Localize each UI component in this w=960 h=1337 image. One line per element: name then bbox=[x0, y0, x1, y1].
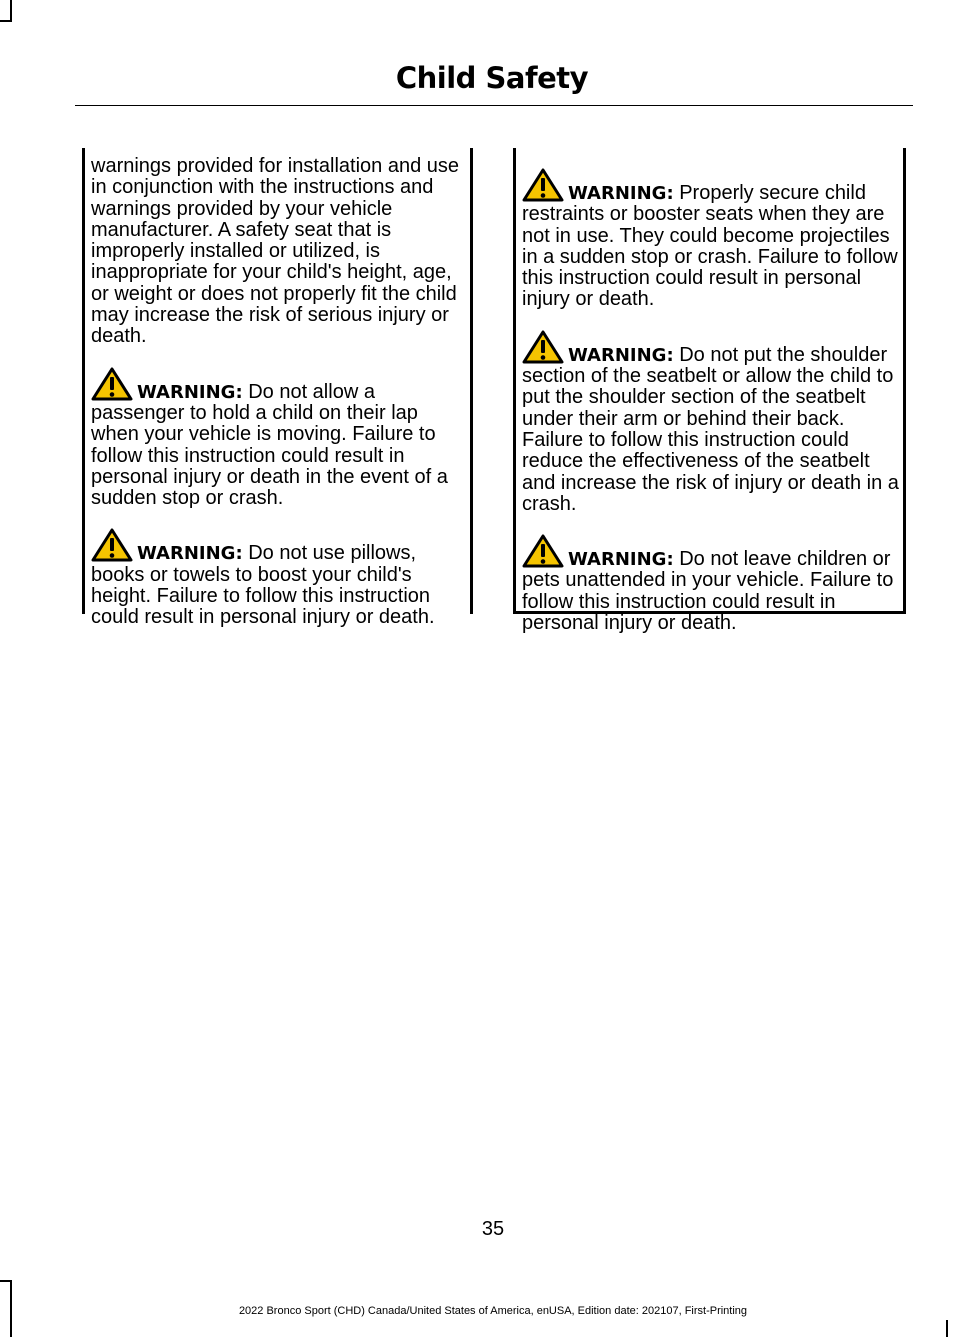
left-column bbox=[82, 148, 473, 629]
right-column bbox=[513, 148, 906, 635]
warning-paragraph bbox=[91, 528, 470, 628]
edition-footer: 2022 Bronco Sport (CHD) Canada/United States of America, enUSA, Edition date: 202107, First-Printing bbox=[238, 1305, 748, 1317]
crop-mark bbox=[0, 20, 12, 22]
warning-paragraph bbox=[522, 330, 899, 515]
warning-paragraph bbox=[522, 534, 899, 634]
warning-text: Properly secure child restraints or booster seats when they are not in use. They could become projectiles in a sudden stop or crash. Failure to follow this instruction could result in personal injury or death. bbox=[522, 182, 898, 311]
warning-text: Do not put the shoulder section of the seatbelt or allow the child to put the shoulder section of the seatbelt under their arm or behind their back. Failure to follow this instruction could reduce the effectiveness of the seatbelt and increase the risk of injury or death in a crash. bbox=[522, 343, 899, 515]
warning-label: WARNING: bbox=[568, 183, 674, 204]
warning-text: Do not use pillows, books or towels to boost your child's height. Failure to follow this instruction could result in personal injury or death. bbox=[91, 542, 435, 629]
warning-triangle-icon bbox=[522, 168, 564, 202]
warning-triangle-icon bbox=[522, 330, 564, 364]
warning-label: WARNING: bbox=[137, 381, 243, 403]
warning-text: Do not leave children or pets unattended in your vehicle. Failure to follow this instruction could result in personal injury or death. bbox=[522, 548, 894, 635]
crop-mark bbox=[946, 1320, 948, 1337]
warning-text: Do not allow a passenger to hold a child on their lap when your vehicle is moving. Failure to follow this instruction could result in personal injury or death in the event of a sudden stop or crash. bbox=[91, 380, 448, 510]
page-number: 35 bbox=[481, 1218, 505, 1240]
warning-paragraph bbox=[91, 367, 470, 510]
warning-triangle-icon bbox=[91, 367, 133, 401]
header-divider bbox=[75, 105, 913, 106]
intro-paragraph: warnings provided for installation and use in conjunction with the instructions and warnings provided by your vehicle manufacturer. A safety seat that is improperly installed or utilized, is inappropriate for your child's height, age, or weight or does not properly fit the child may increase the risk of serious injury or death. bbox=[91, 155, 459, 348]
warning-label: WARNING: bbox=[568, 549, 674, 571]
warning-label: WARNING: bbox=[137, 543, 243, 565]
page-title: Child Safety bbox=[395, 61, 588, 95]
warning-paragraph bbox=[522, 168, 899, 311]
warning-label: WARNING: bbox=[568, 344, 674, 366]
crop-mark bbox=[0, 1280, 12, 1282]
crop-mark bbox=[10, 0, 12, 22]
warning-triangle-icon bbox=[91, 528, 133, 562]
warning-triangle-icon bbox=[522, 534, 564, 568]
